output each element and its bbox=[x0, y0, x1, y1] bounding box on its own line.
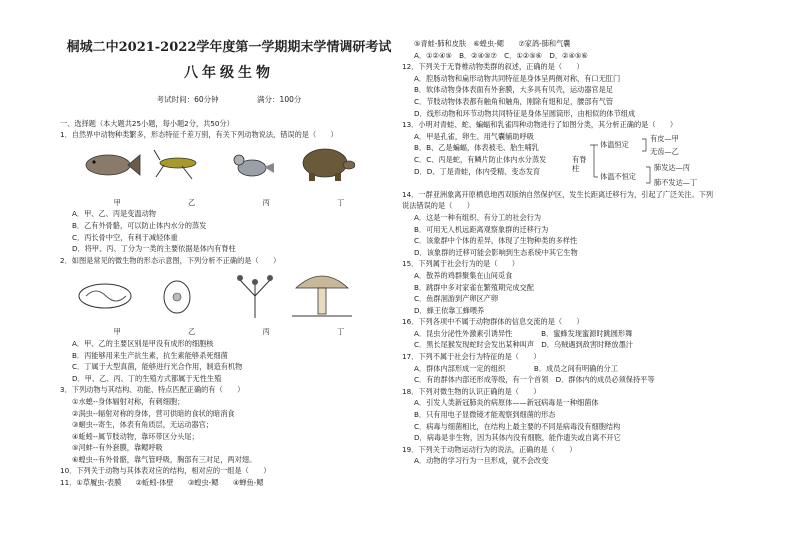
q14-option-a: A．这是一种有组织、有分工的社会行为 bbox=[414, 212, 542, 222]
q1-label: 乙 bbox=[188, 197, 196, 207]
q18-option-d: D．病毒是非生物，因为其体内没有细胞，能作遗失或自离不开它 bbox=[414, 433, 621, 443]
q2-figure-labels bbox=[60, 326, 398, 338]
q12-option-c: C．节肢动物体表都有触角和触角，刚除有翅和足，腰部有气管 bbox=[414, 96, 614, 106]
question-11: 11．①草履虫-表膜 ②蚯蚓-体壁 ③蝗虫-鳃 ④蝉鱼-鳃 bbox=[60, 478, 264, 488]
q1-label: 丙 bbox=[262, 197, 270, 207]
q15-option-d: D．蜂王依靠工蜂喂养 bbox=[414, 305, 485, 315]
left-column bbox=[60, 0, 398, 489]
tree-leaf-3: 肺发达—丙 bbox=[654, 162, 690, 172]
fish-icon bbox=[82, 149, 142, 181]
q11-item: ⑤青蛙-肺和皮肤 ⑥蝗虫-鳃 ⑦家鸽-肺和气囊 bbox=[414, 39, 571, 48]
q1-option-c: C．丙长骨中空，有利于减轻体重 bbox=[72, 232, 178, 242]
q15-option-b: B．跳群中多对家雀在繁殖期完成交配 bbox=[414, 282, 534, 292]
question-17: 17．下列不属于社会行为特征的是（ ） bbox=[402, 352, 541, 362]
q13-options bbox=[402, 131, 546, 177]
tree-leaf-4: 肺不发达—丁 bbox=[654, 177, 698, 187]
q13-option-d: D．D、丁是青蛙，体内受精、变态发育 bbox=[414, 166, 541, 176]
q12-option-a: A．腔肠动物和扁形动物共同特征是身体呈两侧对称，有口无肛门 bbox=[414, 73, 621, 83]
mold-icon bbox=[230, 272, 280, 320]
question-15: 15．下列属于社会行为的是（ ） bbox=[402, 259, 519, 269]
q14-cont: 说法错误的是（ ） bbox=[402, 201, 474, 211]
q1-animal-figure bbox=[60, 141, 398, 197]
question-3: 3．下列动物与其结构、功能、特点匹配正确的有（ ） bbox=[60, 385, 245, 395]
q15-option-a: A．散养的鸡群聚集在山间觅食 bbox=[414, 270, 513, 280]
exam-info bbox=[60, 94, 398, 106]
q16-options-ab: A．昆虫分泌性外激素引诱异性 B．蜜蜂发现蜜源时跳圆形舞 bbox=[414, 328, 633, 338]
section-heading: 一、选择题（本大题共25小题，每小题2分，共50分） bbox=[60, 118, 234, 128]
q2-label: 乙 bbox=[188, 327, 196, 337]
q14-option-c: C．该象群中个体的差异，体现了生物种类的多样性 bbox=[414, 236, 578, 246]
q14-option-b: B．可用无人机远距离观察象群的迁移行为 bbox=[414, 224, 549, 234]
q17-options-cd: C．有的群体内部还形成等级，有一个首领 D．群体内的成员必须保持平等 bbox=[414, 375, 655, 385]
q2-option-c: C．丁属于大型真菌，能够进行光合作用，制造有机物 bbox=[72, 362, 243, 372]
q11-options: A．①②④⑤ B．②④⑤⑦ C．①②⑤⑥ D．②④⑤⑥ bbox=[414, 50, 588, 60]
q17-options-ab: A．群体内部形成一定的组织 B．成员之间有明确的分工 bbox=[414, 363, 618, 373]
q3-item: ①水螅--身体辐射对称，有刺细胞； bbox=[72, 396, 185, 406]
q2-label: 丙 bbox=[262, 327, 270, 337]
question-10: 10．下列关于动物与其体表对应的结构，相对应的一组是（ ） bbox=[60, 466, 271, 476]
q14-option-d: D．该象群的迁移可能会影响到生态系统中其它生物 bbox=[414, 247, 578, 257]
tree-branch-2: 体温不恒定 bbox=[600, 171, 636, 181]
tree-leaf-1: 有皮—甲 bbox=[650, 133, 679, 143]
tree-leaf-2: 无齿—乙 bbox=[650, 146, 679, 156]
exam-time: 考试时间：60分钟 bbox=[156, 95, 219, 104]
q15-option-c: C．鱼群洄游到产卵区产卵 bbox=[414, 294, 499, 304]
question-18: 18．下列对微生物的认识正确的是（ ） bbox=[402, 386, 541, 396]
right-column bbox=[402, 38, 787, 467]
tree-branch-1: 体温恒定 bbox=[600, 139, 629, 149]
q1-option-d: D．将甲、丙、丁分为一类的主要依据是体内有脊柱 bbox=[72, 244, 236, 254]
tree-root: 有脊柱 bbox=[572, 154, 587, 173]
q1-option-b: B．乙有外骨骼，可以防止体内水分的蒸发 bbox=[72, 220, 207, 230]
q12-option-b: B．软体动物身体表面有外套膜，大多具有贝壳，运动器官是足 bbox=[414, 85, 613, 95]
q3-item: ⑥蝗虫--有外骨骼，靠气管呼吸，胸部有三对足，两对翅。 bbox=[72, 454, 257, 464]
q19-option-a: A．动物的学习行为一旦形成，就不会改变 bbox=[414, 456, 549, 466]
q13-option-a: A．甲是孔雀，卵生、用气囊辅助呼吸 bbox=[414, 131, 534, 141]
q18-option-c: C．病毒与细菌相比，在结构上最主要的不同是病毒没有细胞结构 bbox=[414, 421, 621, 431]
q1-label: 丁 bbox=[337, 197, 345, 207]
q16-options-cd: C．黑长尾猴发现蛇时会发出某种叫声 D．乌贼遇到敌害时释放墨汁 bbox=[414, 340, 633, 350]
question-16: 16．下列各项中不属于动物群体的信息交流的是（ ） bbox=[402, 317, 584, 327]
q1-label: 甲 bbox=[113, 197, 121, 207]
q13-classification-diagram bbox=[572, 133, 722, 189]
exam-score: 满分：100分 bbox=[257, 95, 302, 104]
q18-option-a: A．引发人类新冠肺炎的病原体——新冠病毒是一种细菌体 bbox=[414, 398, 599, 408]
yeast-icon bbox=[160, 278, 194, 316]
tree-brackets bbox=[572, 133, 722, 189]
q18-option-b: B．只有用电子显微镜才能观察到细菌的形态 bbox=[414, 410, 556, 420]
exam-title: 桐城二中2021-2022学年度第一学期期末学情调研考试 bbox=[66, 40, 392, 55]
pigeon-icon bbox=[230, 151, 274, 181]
q2-label: 甲 bbox=[113, 327, 121, 337]
q2-option-b: B．丙能够用来生产抗生素，抗生素能够杀死细菌 bbox=[72, 350, 228, 360]
mushroom-icon bbox=[292, 268, 352, 322]
question-2: 2．如图是常见的微生物的形态示意图，下列分析不正确的是（ ） bbox=[60, 255, 281, 265]
q13-option-c: C．C、丙是蛇，有鳞片防止体内水分蒸发 bbox=[414, 154, 547, 164]
q3-item: ④蚯蚓--属节肢动物，靠环带区分头尾； bbox=[72, 431, 199, 441]
q1-figure-labels bbox=[60, 197, 398, 209]
q13-option-b: B．B、乙是蝙蝠，体表被毛、胎生哺乳 bbox=[414, 143, 539, 153]
turtle-icon bbox=[295, 145, 355, 183]
locust-icon bbox=[152, 147, 204, 181]
q3-item: ②涡虫--辐射对称的身体，营可供暗的食状的暗消食 bbox=[72, 408, 235, 418]
question-14: 14．一群亚洲象离开原栖息地西双版纳自然保护区，发生长距离迁移行为，引起了广泛关注。下列 bbox=[402, 189, 714, 199]
question-19: 19．下列关于动物运动行为的说法，正确的是（ ） bbox=[402, 444, 577, 454]
question-13: 13．小明对青蛙、蛇、蝙蝠和乳雀四种动物进行了如图分类，其分析正确的是（ ） bbox=[402, 120, 678, 130]
q13-block bbox=[402, 131, 787, 189]
q2-option-d: D．甲、乙、丙、丁的生殖方式都属于无性生殖 bbox=[72, 373, 222, 383]
q2-label: 丁 bbox=[337, 327, 345, 337]
q3-item: ⑤河蚌--有外套膜，靠鳃呼吸 bbox=[72, 443, 163, 453]
q12-option-d: D．线形动物和环节动物共同特征是身体呈圆筒形，由相似的体节组成 bbox=[414, 108, 636, 118]
question-12: 12．下列关于无脊椎动物类群的叙述，正确的是（ ） bbox=[402, 62, 584, 72]
question-1: 1．自然界中动物种类繁多，形态特征千差万别，有关下列动物说法，错误的是（ ） bbox=[60, 130, 338, 140]
bacterium-icon bbox=[76, 280, 134, 312]
q1-option-a: A．甲、乙、丙是变温动物 bbox=[72, 209, 156, 219]
q2-option-a: A．甲、乙的主要区别是甲没有成形的细胞核 bbox=[72, 338, 214, 348]
q2-microbe-figure bbox=[60, 266, 398, 326]
q3-item: ③蛔虫--寄生，体表有角质层，无运动器官； bbox=[72, 420, 214, 430]
exam-subject: 八年级生物 bbox=[184, 65, 274, 81]
